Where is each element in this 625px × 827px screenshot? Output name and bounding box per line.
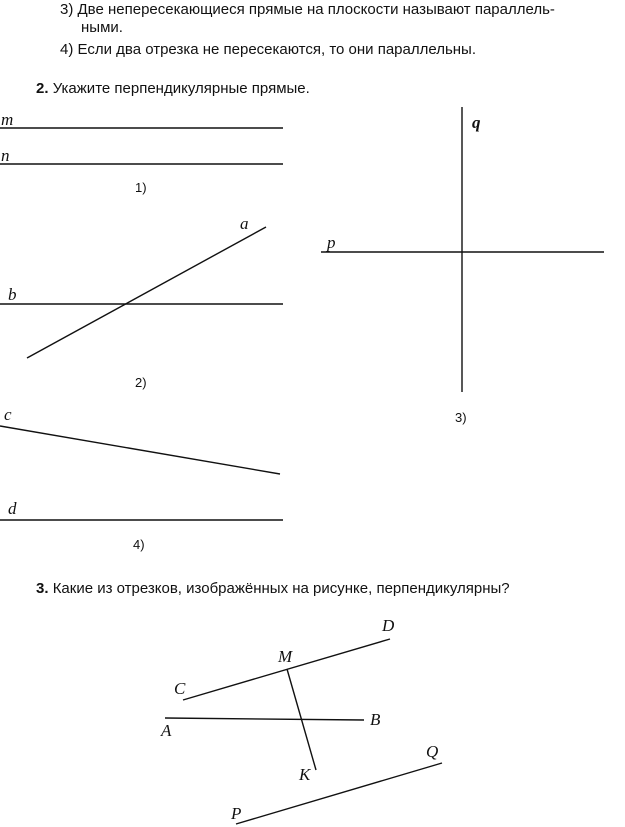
- point-C: C: [174, 679, 186, 698]
- caption-2: 2): [135, 375, 147, 390]
- label-m: m: [1, 110, 14, 129]
- segment-PQ: [236, 763, 442, 824]
- point-B: B: [370, 710, 381, 729]
- task2-number: 2.: [36, 80, 49, 97]
- point-K: K: [299, 765, 311, 784]
- task2-question: Укажите перпендикулярные прямые.: [52, 80, 310, 97]
- statement-3-line-2: ными.: [81, 19, 123, 36]
- segment-AB: [165, 718, 364, 720]
- caption-1: 1): [135, 180, 147, 195]
- statement-3-line-1: 3) Две непересекающиеся прямые на плоскости называют параллель-: [60, 1, 555, 18]
- point-M: M: [278, 647, 293, 666]
- point-D: D: [382, 616, 395, 635]
- caption-4: 4): [133, 537, 145, 552]
- caption-3: 3): [455, 410, 467, 425]
- label-n: n: [1, 146, 10, 165]
- label-q: q: [472, 113, 481, 132]
- statement-4: 4) Если два отрезка не пересекаются, то они параллельны.: [60, 41, 477, 58]
- label-d: d: [8, 499, 17, 518]
- point-Q: Q: [426, 742, 439, 761]
- point-P: P: [231, 804, 242, 823]
- task3-question: Какие из отрезков, изображённых на рисунке, перпендикулярны?: [52, 580, 510, 597]
- label-a: a: [240, 214, 249, 233]
- point-A: A: [161, 721, 172, 740]
- label-c: c: [4, 405, 12, 424]
- label-p: p: [327, 233, 336, 252]
- label-b: b: [8, 285, 17, 304]
- task3-number: 3.: [36, 580, 49, 597]
